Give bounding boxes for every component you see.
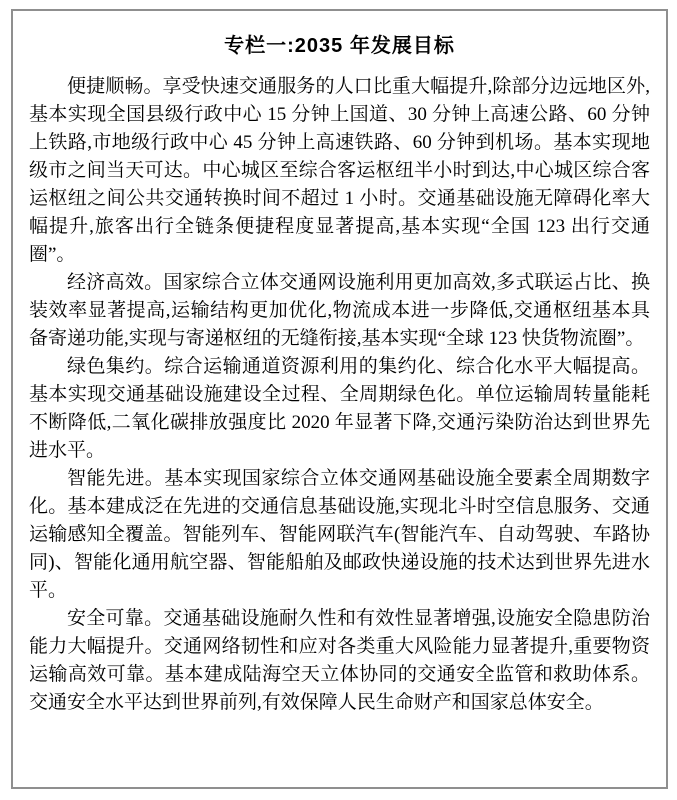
paragraph-green-intensive: 绿色集约。综合运输通道资源利用的集约化、综合化水平大幅提高。基本实现交通基础设施建设全过程、全周期绿色化。单位运输周转量能耗不断降低,二氧化碳排放强度比 2020 年显著下降,交通污染防治达到世界先进水平。 (29, 356, 650, 461)
paragraph-smart-advanced: 智能先进。基本实现国家综合立体交通网基础设施全要素全周期数字化。基本建成泛在先进的交通信息基础设施,实现北斗时空信息服务、交通运输感知全覆盖。智能列车、智能网联汽车(智能汽车、自动驾驶、车路协同)、智能化通用航空器、智能船舶及邮政快递设施的技术达到世界先进水平。 (29, 468, 650, 601)
column-body (29, 73, 650, 717)
paragraph-convenient-smooth: 便捷顺畅。享受快速交通服务的人口比重大幅提升,除部分边远地区外,基本实现全国县级行政中心 15 分钟上国道、30 分钟上高速公路、60 分钟上铁路,市地级行政中心 45 分钟上高速铁路、60 分钟到机场。基本实现地级市之间当天可达。中心城区至综合客运枢纽半小时到达,中心城区综合客运枢纽之间公共交通转换时间不超过 1 小时。交通基础设施无障碍化率大幅提升,旅客出行全链条便捷程度显著提高,基本实现“全国 123 出行交通圈”。 (29, 76, 650, 265)
paragraph-economic-efficient: 经济高效。国家综合立体交通网设施利用更加高效,多式联运占比、换装效率显著提高,运输结构更加优化,物流成本进一步降低,交通枢纽基本具备寄递功能,实现与寄递枢纽的无缝衔接,基本实现“全球 123 快货物流圈”。 (29, 272, 650, 349)
column-box (11, 9, 668, 789)
column-title: 专栏一:2035 年发展目标 (224, 35, 455, 57)
paragraph-safe-reliable: 安全可靠。交通基础设施耐久性和有效性显著增强,设施安全隐患防治能力大幅提升。交通网络韧性和应对各类重大风险能力显著提升,重要物资运输高效可靠。基本建成陆海空天立体协同的交通安全监管和救助体系。交通安全水平达到世界前列,有效保障人民生命财产和国家总体安全。 (29, 608, 650, 713)
